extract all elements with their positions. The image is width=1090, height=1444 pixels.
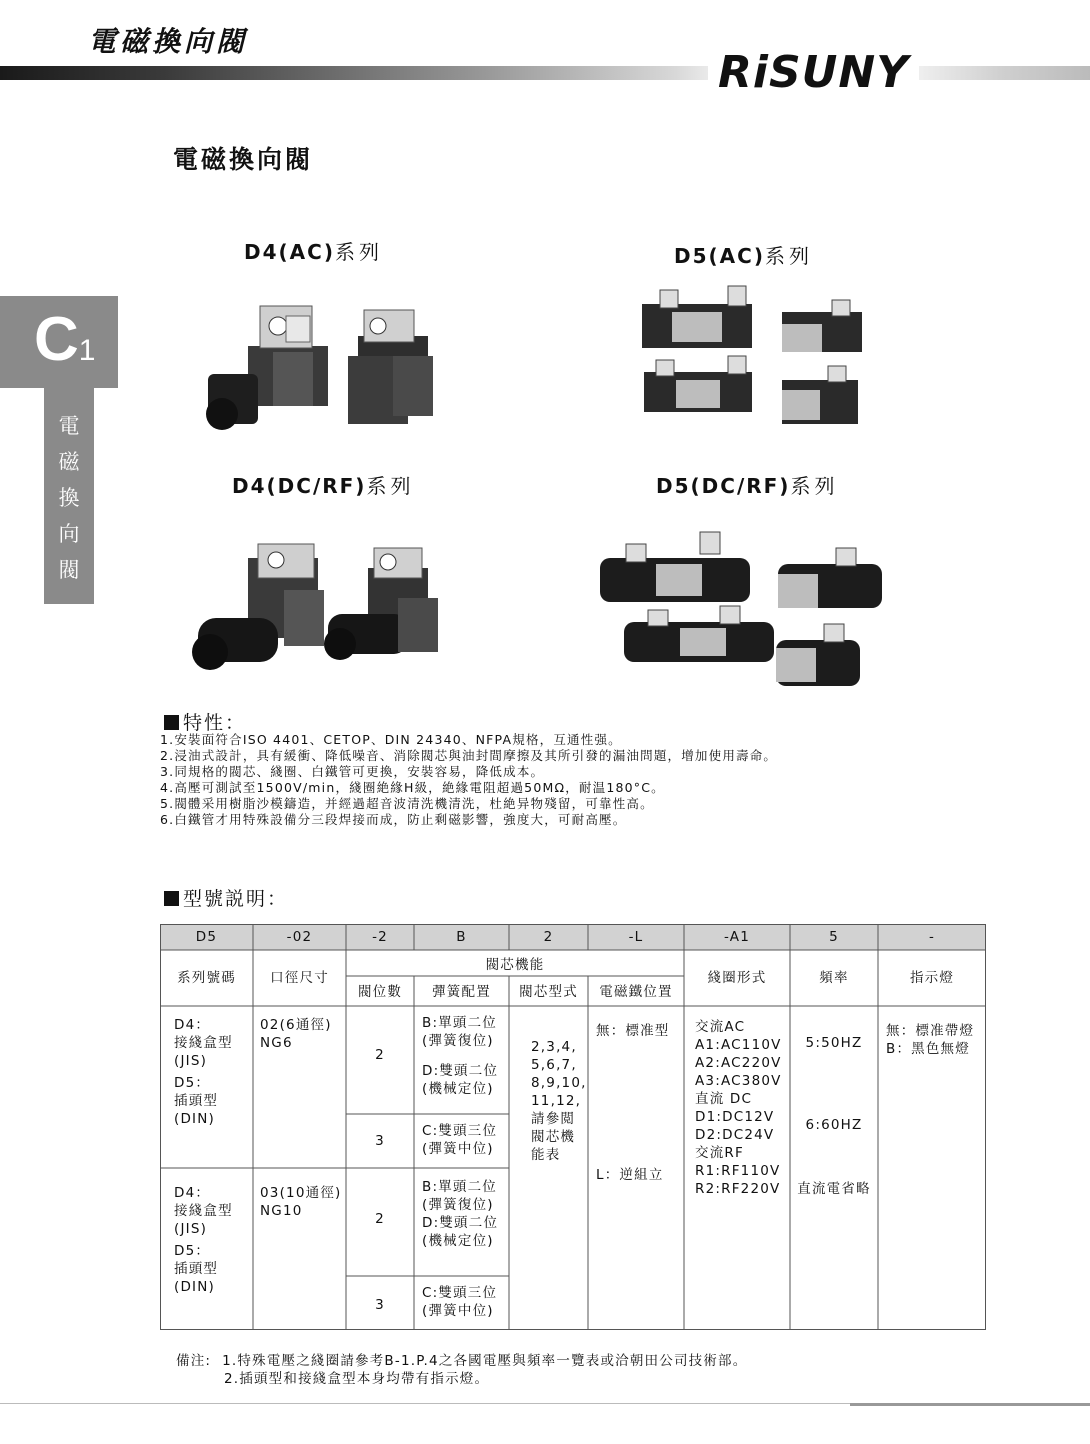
header-spool-type: 閥芯型式 [519, 984, 578, 1000]
series-label-d5-ac: D5(AC)系列 [674, 244, 813, 268]
features-heading: 特性： [164, 708, 246, 735]
series-b-text: D4： 接綫盒型 (JIS) D5： 插頭型 (DIN) [174, 1185, 233, 1295]
side-char: 電 [58, 414, 80, 438]
side-tab-vertical-text [44, 408, 94, 588]
code-series: D5 [195, 929, 218, 945]
square-bullet-icon [164, 891, 179, 906]
spring-d1: D:雙頭二位 (機械定位) [422, 1063, 499, 1097]
header-freq: 頻率 [819, 970, 849, 986]
port-a-text: 02(6通徑) NG6 [260, 1017, 332, 1051]
product-image-d5-ac [632, 284, 872, 434]
product-image-d4-ac [198, 296, 448, 446]
notes [176, 1352, 747, 1388]
code-spring: B [456, 929, 467, 945]
notes-label: 備注: [176, 1353, 212, 1369]
spring-c1: C:雙頭三位 (彈簧中位) [422, 1123, 498, 1157]
spool-types: 2,3,4, 5,6,7, 8,9,10, 11,12, 請參閲 閥芯機 能表 [531, 1039, 587, 1163]
spring-d2: D:雙頭二位 (機械定位) [422, 1215, 499, 1249]
feature-item: 4.高壓可測試至1500V/min，綫圈絶緣H級，絶緣電阻超過50MΩ，耐温180°C。 [160, 780, 665, 795]
code-positions: -2 [372, 929, 388, 945]
header-positions: 閥位數 [357, 984, 403, 1000]
header-solenoid-pos: 電磁鐵位置 [599, 984, 673, 1000]
freq-50: 5:50HZ [805, 1035, 863, 1051]
feature-item: 6.白鐵管才用特殊設備分三段焊接而成，防止剩磁影響，強度大，可耐高壓。 [160, 812, 627, 827]
brand-logo: RiSUNY [708, 46, 919, 100]
code-spool: 2 [543, 929, 554, 945]
feature-item: 5.閥體采用樹脂沙模鑄造，并經過超音波清洗機清洗，杜絶异物殘留，可靠性高。 [160, 796, 654, 811]
header-spring: 彈簧配置 [432, 984, 491, 1000]
footer-accent [850, 1403, 1090, 1406]
spring-b1: B:單頭二位 (彈簧復位) [422, 1015, 498, 1049]
side-char: 閥 [58, 558, 80, 582]
positions-3b: 3 [375, 1297, 385, 1313]
header-gradient-bar [0, 66, 1090, 80]
indicator-options: 無：標准帶燈 B：黑色無燈 [886, 1023, 975, 1057]
coil-types: 交流AC A1:AC110V A2:AC220V A3:AC380V 直流 DC D1:DC12V D2:DC24V 交流RF R1:RF110V R2:RF220V [695, 1019, 782, 1197]
header-port: 口徑尺寸 [270, 970, 329, 986]
series-label-d5-dcrf: D5(DC/RF)系列 [656, 474, 839, 498]
series-label-d4-dcrf: D4(DC/RF)系列 [232, 474, 415, 498]
header-indicator: 指示燈 [909, 970, 955, 986]
header-coil: 綫圈形式 [707, 970, 767, 986]
solenoid-standard: 無：標准型 [596, 1023, 670, 1039]
spring-b2: B:單頭二位 (彈簧復位) [422, 1179, 498, 1213]
feature-item: 2.浸油式設計，具有緩衝、降低噪音、消除閥芯與油封間摩擦及其所引發的漏油問題，增加使用壽命。 [160, 748, 778, 763]
side-tab-letter: C [34, 305, 79, 374]
note-item: 1.特殊電壓之綫圈請參考B-1.P.4之各國電壓與頻率一覽表或洽朝田公司技術部。 [222, 1353, 748, 1369]
positions-3a: 3 [375, 1133, 385, 1149]
freq-dc: 直流電省略 [797, 1181, 871, 1197]
code-solenoid: -L [628, 929, 644, 945]
series-a-text: D4： 接綫盒型 (JIS) D5： 插頭型 (DIN) [174, 1017, 233, 1127]
header-spool-function: 閥芯機能 [485, 957, 545, 973]
header-title: 電磁換向閥 [88, 25, 249, 58]
features-list [160, 732, 777, 828]
code-coil: -A1 [724, 929, 750, 945]
spring-c2: C:雙頭三位 (彈簧中位) [422, 1285, 498, 1319]
port-b-text: 03(10通徑) NG10 [260, 1185, 342, 1219]
model-table [160, 924, 986, 1330]
code-freq: 5 [829, 929, 839, 945]
side-tab-number: 1 [78, 334, 96, 367]
side-tab-label [34, 300, 95, 391]
side-char: 換 [58, 486, 80, 510]
series-label-d4-ac: D4(AC)系列 [244, 240, 383, 264]
solenoid-reverse: L：逆組立 [596, 1167, 664, 1183]
feature-item: 3.同規格的閥芯、綫圈、白鐵管可更換，安裝容易，降低成本。 [160, 764, 545, 779]
positions-2b: 2 [375, 1211, 385, 1227]
note-item: 2.插頭型和接綫盒型本身均帶有指示燈。 [224, 1371, 490, 1387]
header-series: 系列號碼 [177, 970, 236, 986]
square-bullet-icon [164, 715, 179, 730]
positions-2a: 2 [375, 1047, 385, 1063]
side-char: 向 [58, 522, 80, 546]
model-heading: 型號説明： [164, 884, 288, 911]
side-char: 磁 [58, 450, 80, 474]
feature-item: 1.安裝面符合ISO 4401、CETOP、DIN 24340、NFPA規格，互通性强。 [160, 732, 622, 747]
freq-60: 6:60HZ [805, 1117, 863, 1133]
code-port: -02 [286, 929, 313, 945]
page-title: 電磁換向閥 [173, 145, 314, 174]
product-image-d5-dcrf [596, 530, 886, 700]
product-image-d4-dcrf [188, 538, 458, 688]
code-indicator: - [928, 929, 936, 945]
